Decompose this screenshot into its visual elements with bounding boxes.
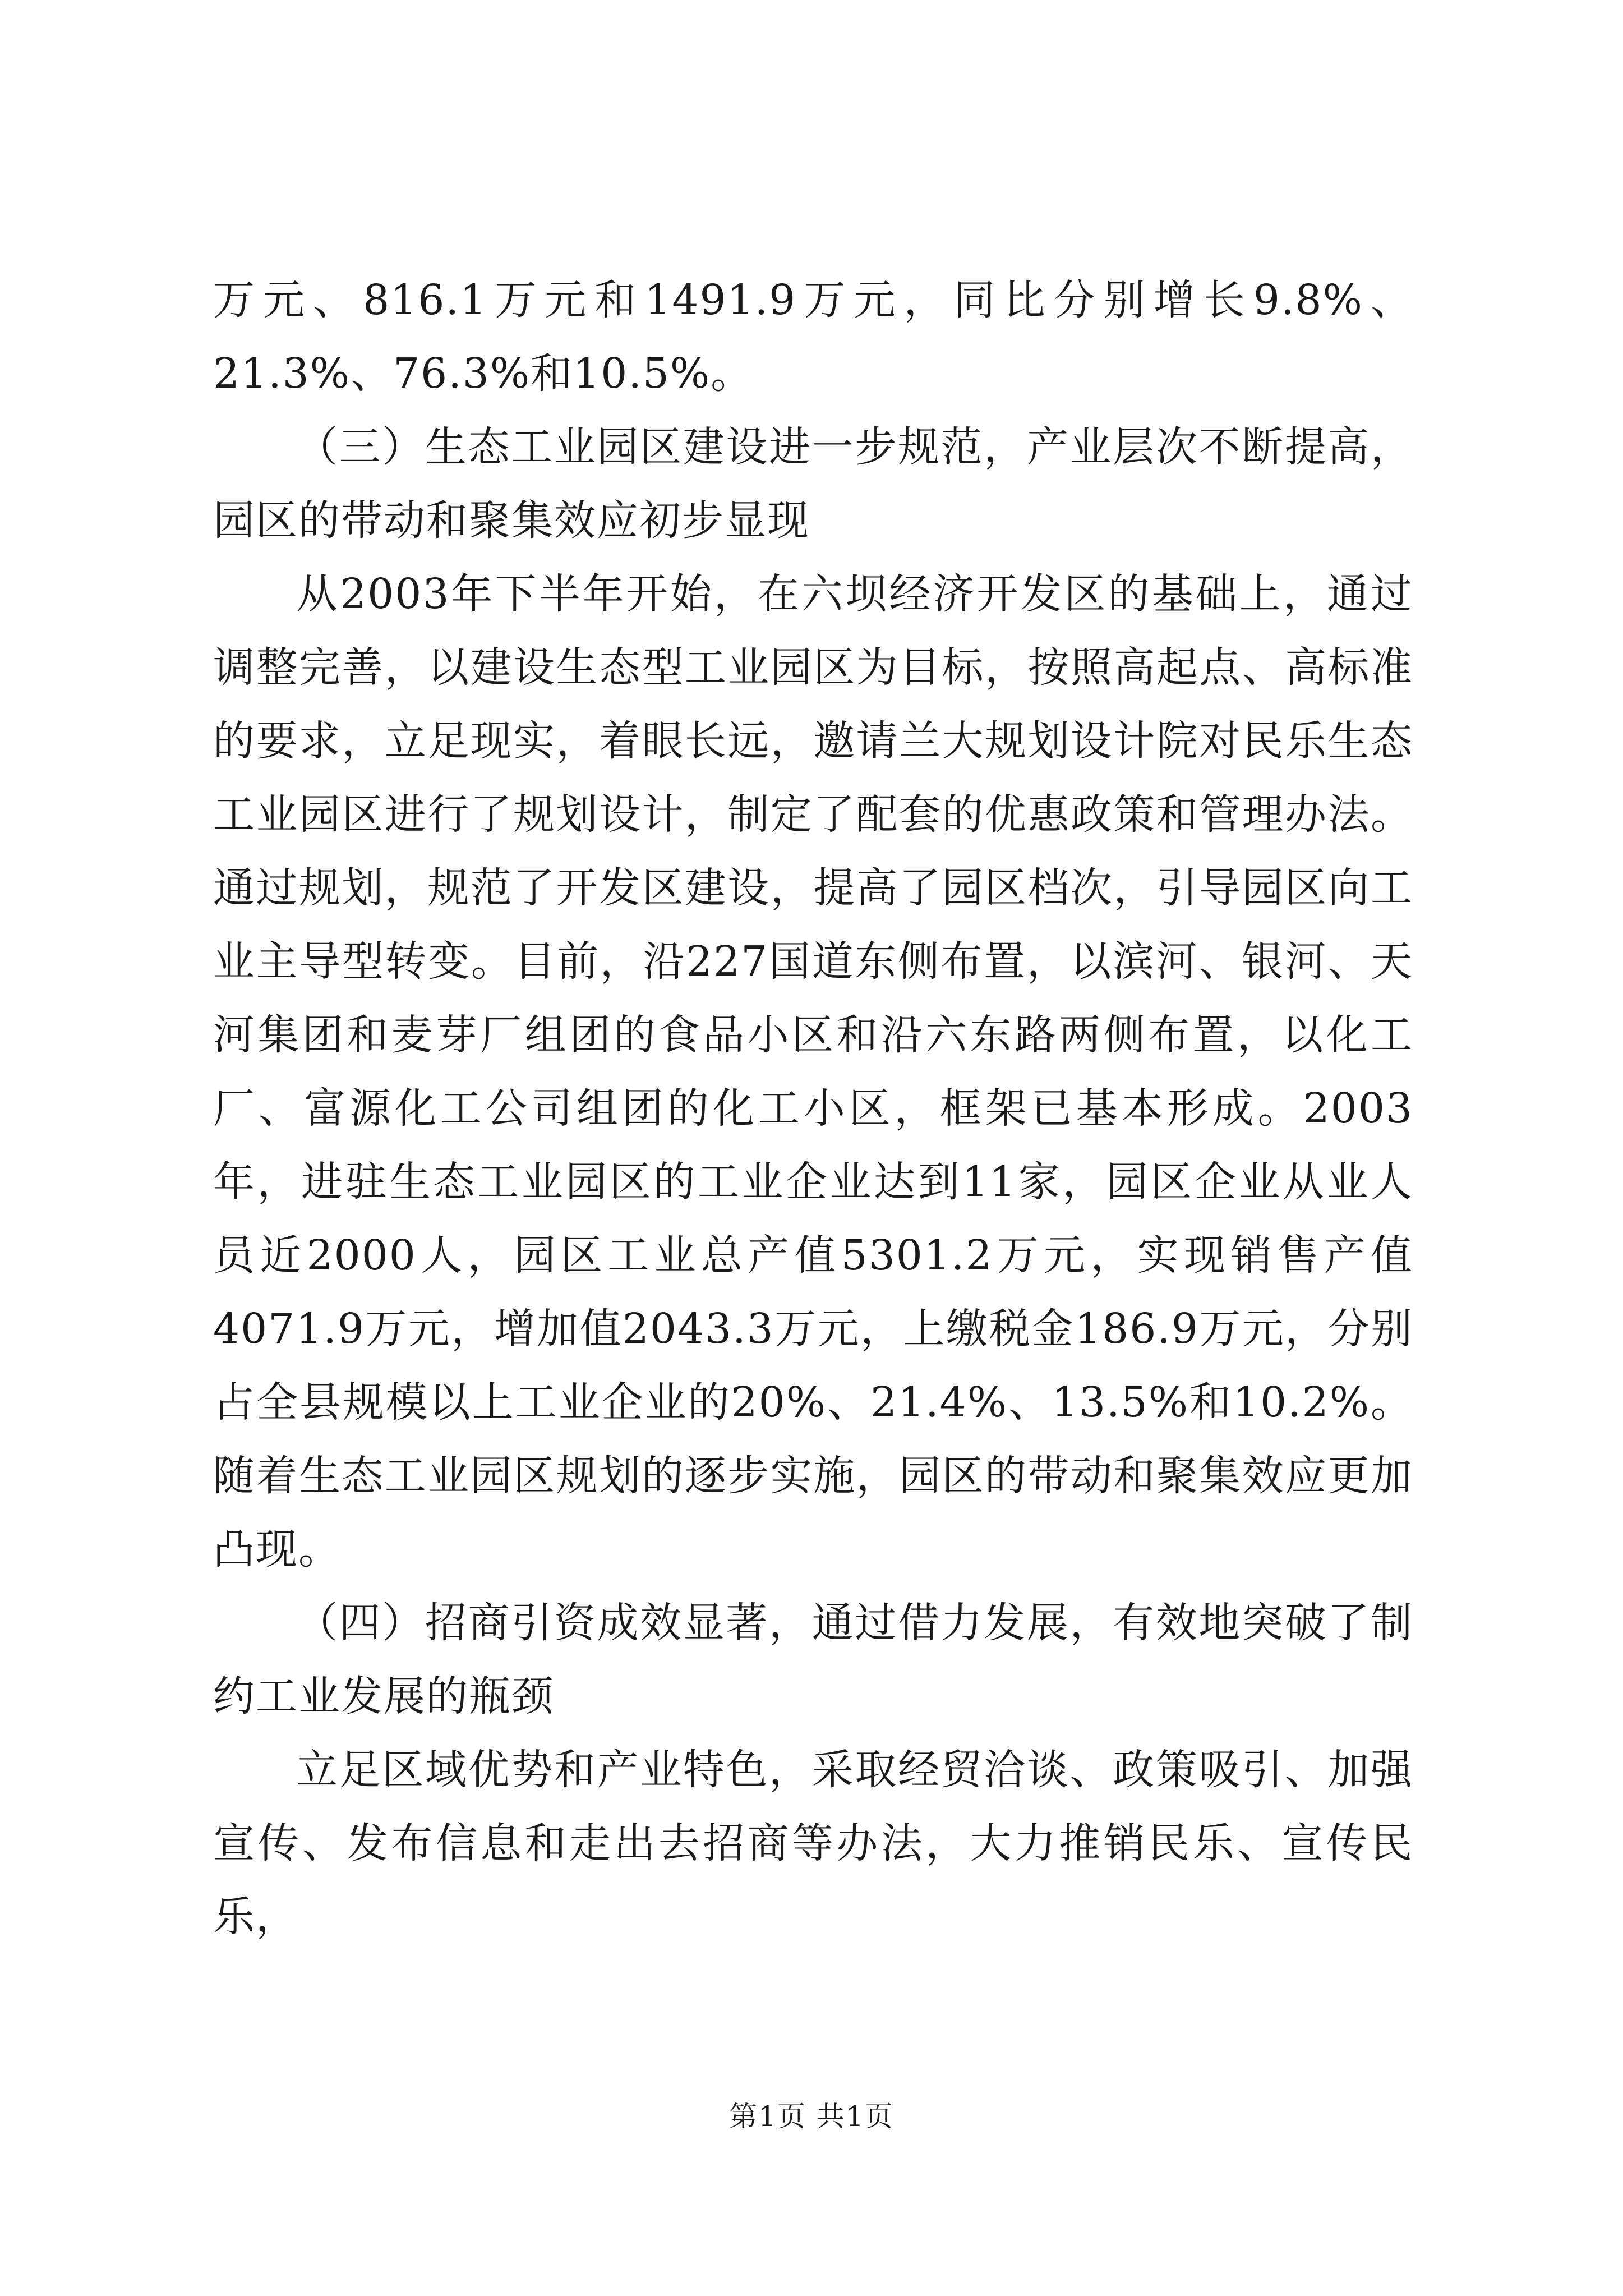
paragraph-industrial-park: 从2003年下半年开始，在六坝经济开发区的基础上，通过调整完善，以建设生态型工业园区为目标，按照高起点、高标准的要求，立足现实，着眼长远，邀请兰大规划设计院对民乐生态工业园区进行了规划设计，制定了配套的优惠政策和管理办法。通过规划，规范了开发区建设，提高了园区档次，引导园区向工业主导型转变。目前，沿227国道东侧布置，以滨河、银河、天河集团和麦芽厂组团的食品小区和沿六东路两侧布置，以化工厂、富源化工公司组团的化工小区，框架已基本形成。2003年，进驻生态工业园区的工业企业达到11家，园区企业从业人员近2000人，园区工业总产值5301.2万元，实现销售产值4071.9万元，增加值2043.3万元，上缴税金186.9万元，分别占全县规模以上工业企业的20%、21.4%、13.5%和10.2%。随着生态工业园区规划的逐步实施，园区的带动和聚集效应更加凸现。 bbox=[213, 570, 1413, 1573]
paragraph-continuation: 万元、816.1万元和1491.9万元，同比分别增长9.8%、21.3%、76.3%和10.5%。 bbox=[213, 276, 1413, 398]
document-body bbox=[213, 264, 1413, 1954]
paragraph-investment: 立足区域优势和产业特色，采取经贸洽谈、政策吸引、加强宣传、发布信息和走出去招商等办法，大力推销民乐、宣传民乐， bbox=[213, 1746, 1413, 1941]
page-footer: 第1页 共1页 bbox=[729, 2100, 894, 2133]
section-heading-4: （四）招商引资成效显著，通过借力发展，有效地突破了制约工业发展的瓶颈 bbox=[213, 1599, 1413, 1720]
section-heading-3: （三）生态工业园区建设进一步规范，产业层次不断提高，园区的带动和聚集效应初步显现 bbox=[213, 423, 1413, 545]
